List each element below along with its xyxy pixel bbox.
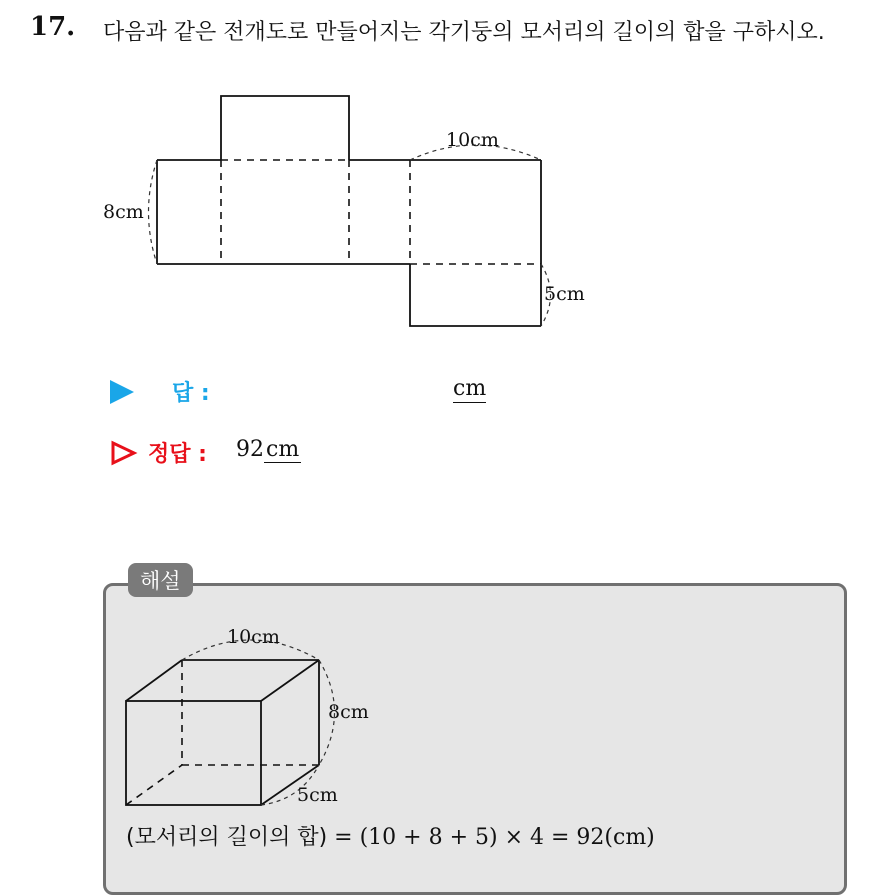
cube-label-10cm: 10cm: [227, 626, 280, 648]
question-number: 17.: [30, 12, 76, 42]
correct-unit: cm: [266, 437, 300, 462]
correct-label: 정답 :: [148, 442, 207, 467]
cube-label-8cm: 8cm: [328, 701, 369, 723]
net-label-8cm: 8cm: [103, 201, 144, 223]
correct-number: 92: [236, 437, 264, 462]
net-label-10cm: 10cm: [446, 129, 499, 151]
solution-formula: [126, 820, 655, 851]
formula-math: = (10 + 8 + 5) × 4 = 92(cm): [327, 825, 655, 850]
net-label-5cm: 5cm: [544, 283, 585, 305]
cube-front-face: [126, 701, 261, 805]
answer-unit: cm: [453, 376, 487, 401]
formula-text: (모서리의 길이의 합): [126, 825, 328, 850]
answer-label: 답 :: [172, 381, 210, 406]
cube-label-5cm: 5cm: [297, 784, 338, 806]
question-text: 다음과 같은 전개도로 만들어지는 각기둥의 모서리의 길이의 합을 구하시오.: [103, 20, 825, 45]
solution-tab: 해설: [128, 563, 193, 597]
